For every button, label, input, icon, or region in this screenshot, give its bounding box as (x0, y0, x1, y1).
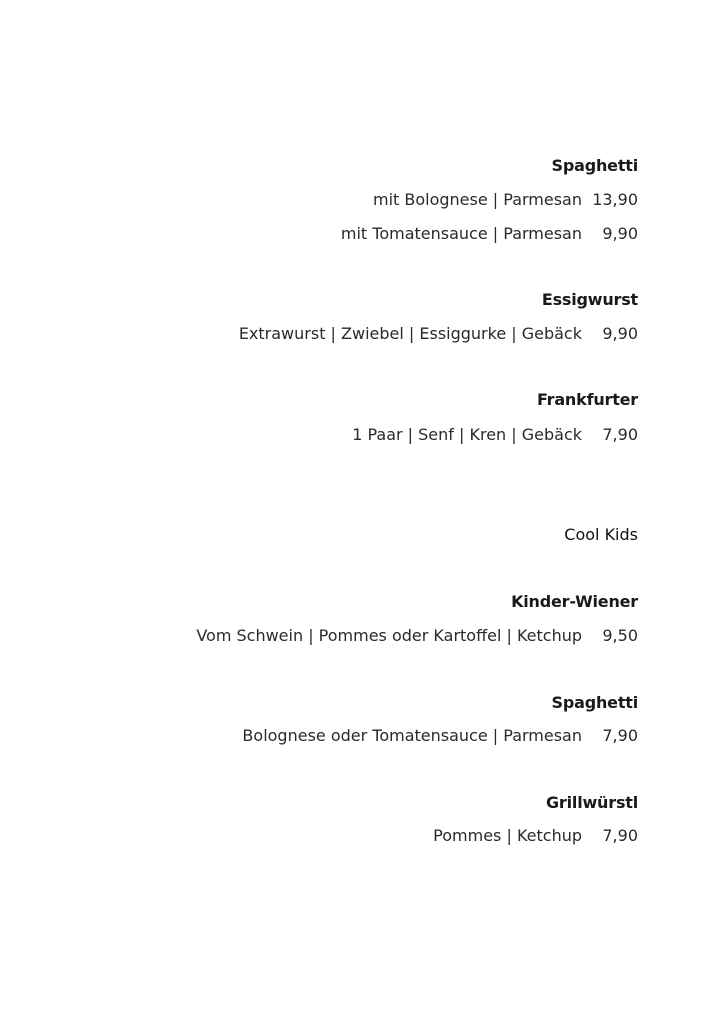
menu-item-line (196, 626, 638, 646)
menu-item-price: 9,90 (602, 224, 638, 243)
menu-item-price: 7,90 (602, 726, 638, 745)
menu-item-title: Spaghetti (551, 693, 638, 712)
menu-item-description: 1 Paar | Senf | Kren | Gebäck (352, 425, 582, 444)
menu-item-price: 7,90 (602, 425, 638, 444)
menu-item-description: Pommes | Ketchup (433, 826, 582, 845)
menu-item-title: Essigwurst (541, 290, 638, 309)
menu-item-line (433, 826, 638, 846)
menu-item-line (373, 190, 638, 210)
menu-item-line (242, 726, 638, 746)
section-heading: Cool Kids (564, 525, 638, 544)
menu-item-description: mit Bolognese | Parmesan (372, 190, 582, 209)
menu-item-price: 9,90 (602, 324, 638, 343)
menu-item-line (239, 324, 638, 344)
menu-item-title: Frankfurter (536, 390, 638, 409)
menu-item-line (341, 224, 638, 244)
menu-item-description: Bolognese oder Tomatensauce | Parmesan (242, 726, 582, 745)
menu-item-price: 9,50 (602, 626, 638, 645)
menu-item-description: Extrawurst | Zwiebel | Essiggurke | Gebäck (238, 324, 582, 343)
menu-item-price: 13,90 (592, 190, 638, 209)
menu-item-description: mit Tomatensauce | Parmesan (340, 224, 582, 243)
menu-item-title: Spaghetti (551, 156, 638, 175)
menu-item-title: Kinder-Wiener (511, 592, 638, 611)
menu-item-line (352, 425, 638, 445)
menu-item-price: 7,90 (602, 826, 638, 845)
menu-item-title: Grillwürstl (546, 793, 638, 812)
menu-item-description: Vom Schwein | Pommes oder Kartoffel | Ketchup (196, 626, 582, 645)
